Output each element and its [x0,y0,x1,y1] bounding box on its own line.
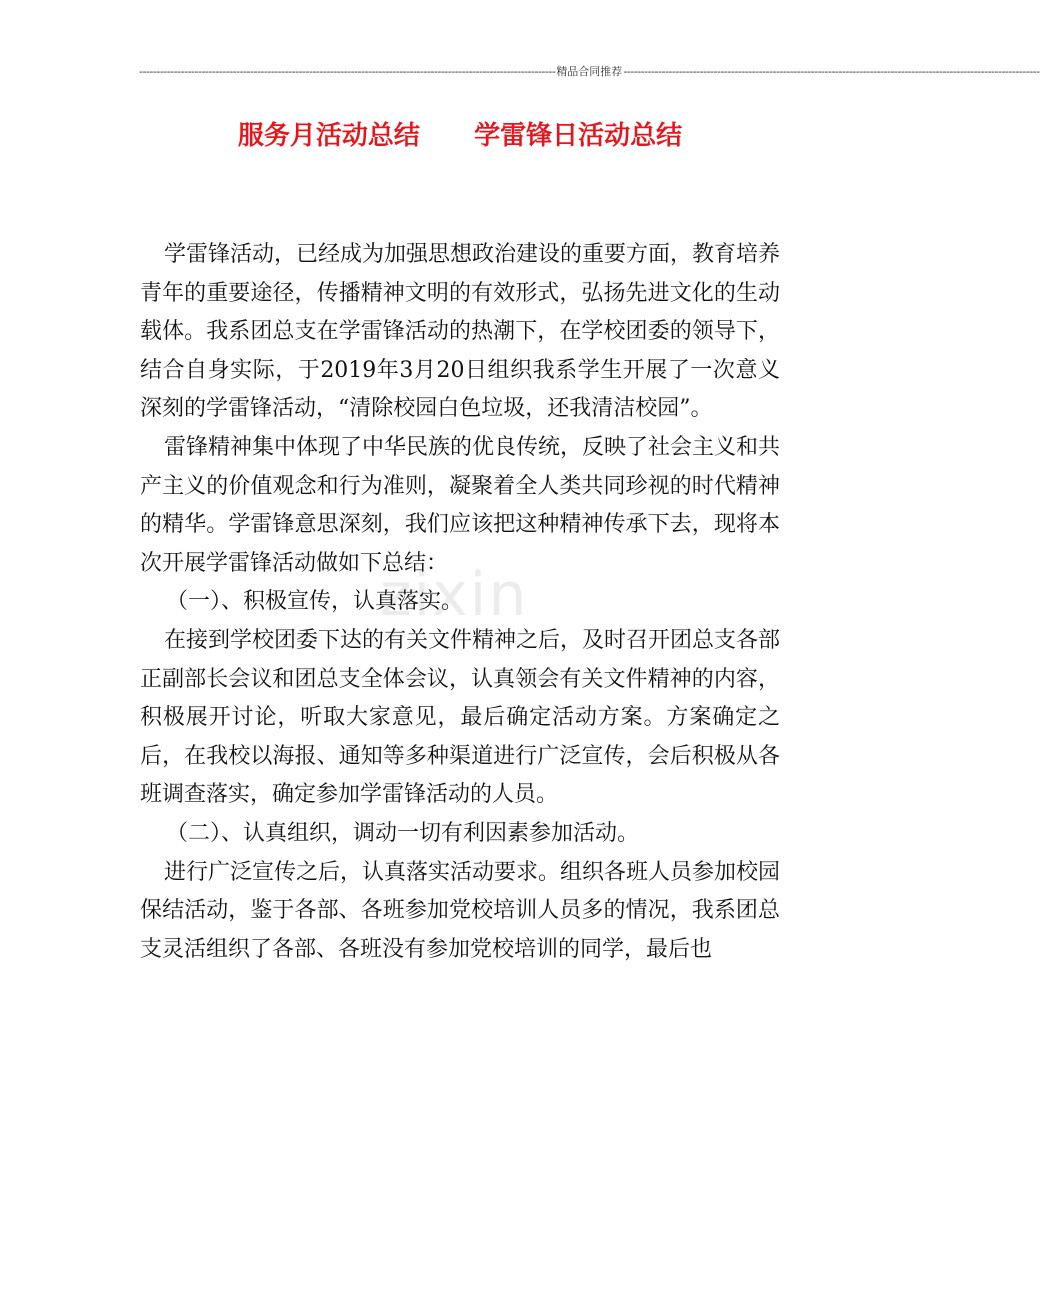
header-divider-left: ------------------------------------------------------------------------------------------------------------------------ [139,65,556,78]
header-label: 精品合同推荐 [556,65,623,78]
document-title: 服务月活动总结 学雷锋日活动总结 [237,121,683,151]
section-heading-2: （二）、认真组织，调动一切有利因素参加活动。 [166,820,640,846]
watermark: zixin [380,560,529,630]
header-divider-right: ------------------------------------------------------------------------------------------------------------------------ [623,65,1040,78]
page-header [139,64,1040,80]
paragraph-spirit: 雷锋精神集中体现了中华民族的优良传统，反映了社会主义和共产主义的价值观念和行为准则，凝聚着全人类共同珍视的时代精神的精华。学雷锋意思深刻，我们应该把这种精神传承下去，现将本次开展学雷锋活动做如下总结： [140,434,781,576]
paragraph-section-1: 在接到学校团委下达的有关文件精神之后，及时召开团总支各部正副部长会议和团总支全体会议，认真领会有关文件精神的内容，积极展开讨论，听取大家意见，最后确定活动方案。方案确定之后，在我校以海报、通知等多种渠道进行广泛宣传，会后积极从各班调查落实，确定参加学雷锋活动的人员。 [140,627,781,808]
section-heading-1: （一）、积极宣传，认真落实。 [166,589,464,615]
paragraph-intro: 学雷锋活动，已经成为加强思想政治建设的重要方面，教育培养青年的重要途径，传播精神文明的有效形式，弘扬先进文化的生动载体。我系团总支在学雷锋活动的热潮下，在学校团委的领导下，结合自身实际，于2019年3月20日组织我系学生开展了一次意义深刻的学雷锋活动，“清除校园白色垃圾，还我清洁校园”。 [140,242,781,422]
document-body [140,236,780,969]
paragraph-section-2: 进行广泛宣传之后，认真落实活动要求。组织各班人员参加校园保结活动，鉴于各部、各班参加党校培训人员多的情况，我系团总支灵活组织了各部、各班没有参加党校培训的同学，最后也 [140,859,781,962]
